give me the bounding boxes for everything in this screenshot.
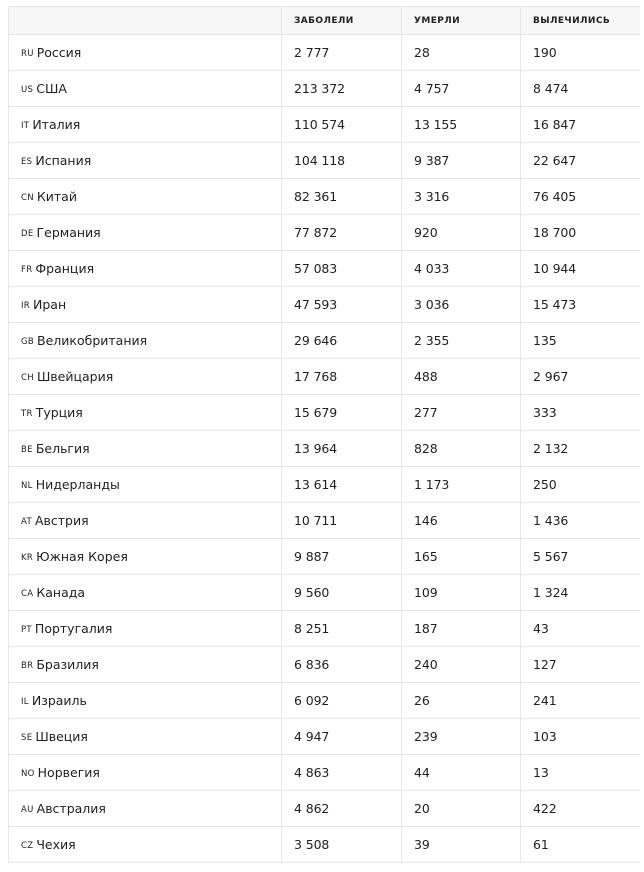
cases-cell: 17 768 — [282, 359, 402, 395]
cases-cell: 82 361 — [282, 179, 402, 215]
country-cell — [9, 323, 282, 359]
table-row — [9, 179, 641, 215]
country-cell — [9, 503, 282, 539]
country-code: TR — [21, 409, 33, 419]
cases-cell: 4 862 — [282, 791, 402, 827]
recovered-cell: 16 847 — [521, 107, 641, 143]
country-cell — [9, 179, 282, 215]
country-name: Бразилия — [36, 657, 99, 672]
recovered-cell: 135 — [521, 323, 641, 359]
country-name: Израиль — [31, 693, 87, 708]
table-row — [9, 791, 641, 827]
cases-cell: 15 679 — [282, 395, 402, 431]
recovered-cell: 333 — [521, 395, 641, 431]
cases-cell: 13 964 — [282, 431, 402, 467]
cases-cell: 29 646 — [282, 323, 402, 359]
recovered-cell: 190 — [521, 35, 641, 71]
recovered-cell: 61 — [521, 827, 641, 863]
country-code: IR — [21, 301, 31, 311]
country-code: US — [21, 85, 34, 95]
country-name: Китай — [36, 189, 77, 204]
country-code: GB — [21, 337, 35, 347]
country-code: DE — [21, 229, 34, 239]
recovered-cell: 5 567 — [521, 539, 641, 575]
deaths-cell: 488 — [402, 359, 521, 395]
deaths-cell: 26 — [402, 683, 521, 719]
deaths-cell: 44 — [402, 755, 521, 791]
table-row — [9, 395, 641, 431]
country-cell — [9, 71, 282, 107]
deaths-cell: 920 — [402, 215, 521, 251]
table-row — [9, 431, 641, 467]
country-cell — [9, 107, 282, 143]
country-name: Испания — [35, 153, 92, 168]
country-code: NO — [21, 769, 35, 779]
country-cell — [9, 575, 282, 611]
table-row — [9, 71, 641, 107]
table-row — [9, 35, 641, 71]
country-name: Чехия — [36, 837, 76, 852]
header-country — [9, 7, 282, 35]
cases-cell: 8 251 — [282, 611, 402, 647]
table-row — [9, 143, 641, 179]
country-cell — [9, 35, 282, 71]
deaths-cell: 239 — [402, 719, 521, 755]
header-cases: ЗАБОЛЕЛИ — [282, 7, 402, 35]
country-code: AU — [21, 805, 34, 815]
recovered-cell: 2 967 — [521, 359, 641, 395]
country-code: CH — [21, 373, 34, 383]
header-row — [9, 7, 641, 35]
country-name: Иран — [33, 297, 67, 312]
cases-cell: 47 593 — [282, 287, 402, 323]
country-name: Бельгия — [35, 441, 90, 456]
table-row — [9, 287, 641, 323]
country-cell — [9, 827, 282, 863]
recovered-cell: 18 700 — [521, 215, 641, 251]
country-cell — [9, 683, 282, 719]
cases-cell: 77 872 — [282, 215, 402, 251]
header-recovered: ВЫЛЕЧИЛИСЬ — [521, 7, 641, 35]
table-row — [9, 755, 641, 791]
table-row — [9, 359, 641, 395]
table-row — [9, 575, 641, 611]
cases-cell: 2 777 — [282, 35, 402, 71]
deaths-cell: 1 173 — [402, 467, 521, 503]
recovered-cell: 10 944 — [521, 251, 641, 287]
recovered-cell: 15 473 — [521, 287, 641, 323]
country-cell — [9, 359, 282, 395]
country-name: Канада — [36, 585, 86, 600]
recovered-cell: 1 436 — [521, 503, 641, 539]
country-code: AT — [21, 517, 32, 527]
table-row — [9, 719, 641, 755]
country-cell — [9, 287, 282, 323]
country-cell — [9, 647, 282, 683]
cases-cell: 6 092 — [282, 683, 402, 719]
deaths-cell: 28 — [402, 35, 521, 71]
table-row — [9, 215, 641, 251]
deaths-cell: 146 — [402, 503, 521, 539]
country-name: Швеция — [35, 729, 88, 744]
country-code: IL — [21, 697, 29, 707]
country-name: Южная Корея — [36, 549, 128, 564]
deaths-cell: 109 — [402, 575, 521, 611]
table-row — [9, 611, 641, 647]
table-row — [9, 467, 641, 503]
cases-cell: 3 508 — [282, 827, 402, 863]
country-name: Нидерланды — [35, 477, 120, 492]
country-cell — [9, 251, 282, 287]
country-cell — [9, 215, 282, 251]
country-name: Австрия — [34, 513, 89, 528]
cases-cell: 104 118 — [282, 143, 402, 179]
country-code: BR — [21, 661, 34, 671]
recovered-cell: 8 474 — [521, 71, 641, 107]
deaths-cell: 165 — [402, 539, 521, 575]
table-header — [9, 7, 641, 35]
country-code: IT — [21, 121, 30, 131]
country-name: Франция — [35, 261, 95, 276]
table-row — [9, 647, 641, 683]
table-row — [9, 503, 641, 539]
recovered-cell: 2 132 — [521, 431, 641, 467]
deaths-cell: 3 036 — [402, 287, 521, 323]
cases-cell: 57 083 — [282, 251, 402, 287]
country-name: Германия — [36, 225, 101, 240]
covid-stats-table — [8, 6, 640, 863]
country-cell — [9, 143, 282, 179]
country-code: RU — [21, 49, 34, 59]
country-cell — [9, 611, 282, 647]
country-code: PT — [21, 625, 32, 635]
table-row — [9, 251, 641, 287]
country-name: Турция — [35, 405, 83, 420]
recovered-cell: 103 — [521, 719, 641, 755]
country-code: SE — [21, 733, 33, 743]
country-name: Португалия — [34, 621, 113, 636]
deaths-cell: 187 — [402, 611, 521, 647]
cases-cell: 6 836 — [282, 647, 402, 683]
country-cell — [9, 467, 282, 503]
deaths-cell: 277 — [402, 395, 521, 431]
country-name: Норвегия — [37, 765, 100, 780]
country-code: CA — [21, 589, 34, 599]
country-cell — [9, 395, 282, 431]
covid-stats-page — [8, 6, 640, 872]
cases-cell: 110 574 — [282, 107, 402, 143]
cases-cell: 9 560 — [282, 575, 402, 611]
country-cell — [9, 719, 282, 755]
recovered-cell: 1 324 — [521, 575, 641, 611]
table-row — [9, 539, 641, 575]
header-deaths: УМЕРЛИ — [402, 7, 521, 35]
recovered-cell: 250 — [521, 467, 641, 503]
cases-cell: 9 887 — [282, 539, 402, 575]
country-cell — [9, 539, 282, 575]
recovered-cell: 422 — [521, 791, 641, 827]
recovered-cell: 127 — [521, 647, 641, 683]
table-row — [9, 107, 641, 143]
table-body — [9, 35, 641, 863]
deaths-cell: 39 — [402, 827, 521, 863]
recovered-cell: 13 — [521, 755, 641, 791]
cases-cell: 213 372 — [282, 71, 402, 107]
country-cell — [9, 791, 282, 827]
deaths-cell: 828 — [402, 431, 521, 467]
recovered-cell: 76 405 — [521, 179, 641, 215]
country-code: CN — [21, 193, 34, 203]
country-code: FR — [21, 265, 33, 275]
table-row — [9, 683, 641, 719]
country-name: Швейцария — [36, 369, 114, 384]
deaths-cell: 13 155 — [402, 107, 521, 143]
cases-cell: 10 711 — [282, 503, 402, 539]
deaths-cell: 4 757 — [402, 71, 521, 107]
country-name: Австралия — [36, 801, 106, 816]
deaths-cell: 2 355 — [402, 323, 521, 359]
table-row — [9, 323, 641, 359]
country-cell — [9, 755, 282, 791]
deaths-cell: 3 316 — [402, 179, 521, 215]
deaths-cell: 20 — [402, 791, 521, 827]
recovered-cell: 241 — [521, 683, 641, 719]
country-name: Великобритания — [37, 333, 148, 348]
cases-cell: 13 614 — [282, 467, 402, 503]
deaths-cell: 9 387 — [402, 143, 521, 179]
country-code: ES — [21, 157, 33, 167]
country-name: США — [36, 81, 67, 96]
country-cell — [9, 431, 282, 467]
recovered-cell: 22 647 — [521, 143, 641, 179]
country-code: KR — [21, 553, 34, 563]
deaths-cell: 240 — [402, 647, 521, 683]
country-name: Россия — [36, 45, 82, 60]
country-name: Италия — [32, 117, 81, 132]
country-code: NL — [21, 481, 33, 491]
country-code: BE — [21, 445, 33, 455]
recovered-cell: 43 — [521, 611, 641, 647]
cases-cell: 4 947 — [282, 719, 402, 755]
cases-cell: 4 863 — [282, 755, 402, 791]
table-row — [9, 827, 641, 863]
deaths-cell: 4 033 — [402, 251, 521, 287]
country-code: CZ — [21, 841, 34, 851]
